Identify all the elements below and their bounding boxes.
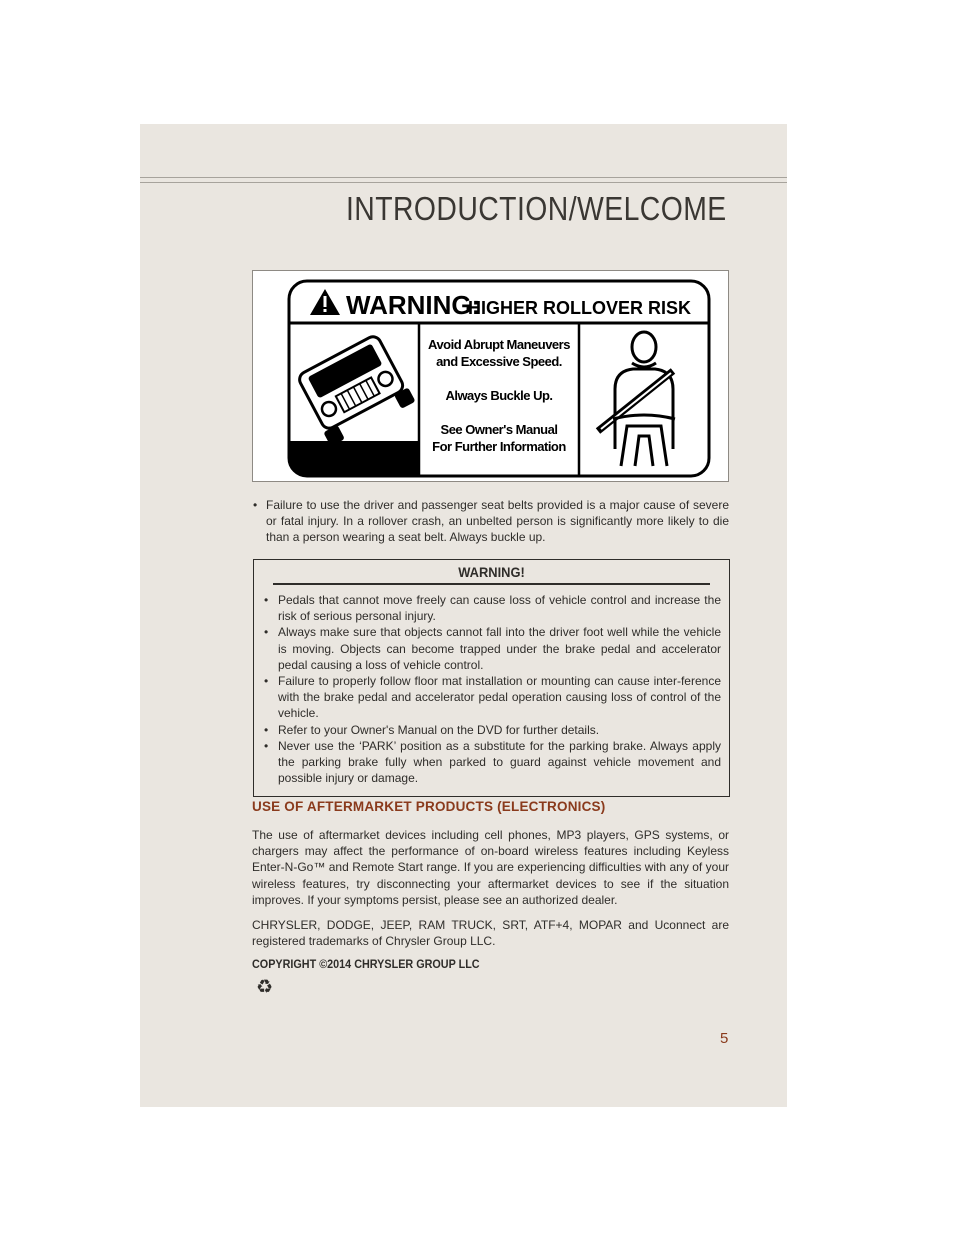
label-line-2: and Excessive Speed.: [436, 354, 562, 369]
warning-word: WARNING:: [346, 290, 481, 320]
header-rule-top: [140, 177, 787, 178]
warning-item: • Failure to properly follow floor mat installation or mounting can cause inter-ference with the brake pedal and accelerator pedal operation causing loss of control of the vehicle.: [264, 673, 721, 722]
warning-item: • Always make sure that objects cannot fall into the driver foot well while the vehicle is moving. Objects can become trapped under the brake pedal and accelerator pedal causing a loss of vehicle control.: [264, 624, 721, 673]
warning-heading: WARNING!: [273, 560, 710, 585]
warning-item: • Never use the ‘PARK’ position as a substitute for the parking brake. Always apply the parking brake fully when parked to guard against vehicle movement and possible injury or damage.: [264, 738, 721, 787]
label-line-5: For Further Information: [432, 439, 566, 454]
trademark-paragraph: CHRYSLER, DODGE, JEEP, RAM TRUCK, SRT, ATF+4, MOPAR and Uconnect are registered trademarks of Chrysler Group LLC.: [252, 918, 729, 949]
aftermarket-paragraph: The use of aftermarket devices including cell phones, MP3 players, GPS systems, or chargers may affect the performance of on-board wireless features including Keyless Enter-N-Go™ and Remote Start range. If you are experiencing difficulties with any of your wireless features, try disconnecting your aftermarket devices to see if the situation improves. If your symptoms persist, please see an authorized dealer.: [252, 828, 729, 907]
page-number: 5: [720, 1030, 729, 1047]
page-title: INTRODUCTION/WELCOME: [346, 190, 727, 227]
manual-page: [140, 124, 787, 1107]
warning-risk: HIGHER ROLLOVER RISK: [468, 298, 692, 318]
header-rule-bottom: [140, 182, 787, 183]
label-line-1: Avoid Abrupt Maneuvers: [428, 337, 570, 352]
intro-bullet: • Failure to use the driver and passenger seat belts provided is a major cause of severe or fatal injury. In a rollover crash, an unbelted person is significantly more likely to die than a person wearing a seat belt. Always buckle up.: [253, 497, 729, 546]
warning-box: [253, 559, 730, 797]
warning-item: • Refer to your Owner's Manual on the DVD for further details.: [264, 722, 721, 738]
warning-item: • Pedals that cannot move freely can cause loss of vehicle control and increase the risk of serious personal injury.: [264, 592, 721, 624]
warning-list: [264, 592, 721, 786]
label-line-3: Always Buckle Up.: [445, 388, 553, 403]
section-heading: USE OF AFTERMARKET PRODUCTS (ELECTRONICS): [252, 799, 606, 814]
rollover-warning-label: [252, 270, 729, 482]
recycle-icon: ♻: [256, 977, 274, 998]
intro-bullet-list: [253, 497, 729, 546]
copyright-notice: COPYRIGHT ©2014 CHRYSLER GROUP LLC: [252, 957, 480, 971]
label-line-4: See Owner's Manual: [440, 422, 558, 437]
